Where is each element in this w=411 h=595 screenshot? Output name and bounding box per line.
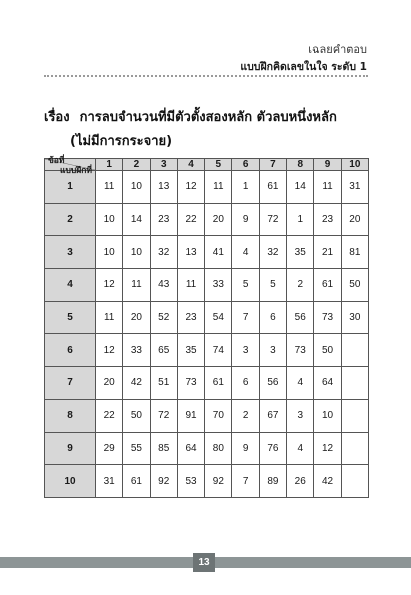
answer-cell: 11 [123,269,150,302]
answer-cell: 5 [232,269,259,302]
answer-cell: 72 [150,399,177,432]
answer-cell: 20 [205,203,232,236]
answer-cell: 76 [259,432,286,465]
answer-cell: 23 [177,301,204,334]
table-row [45,236,369,269]
column-header: 8 [287,159,314,171]
row-header: 4 [45,269,96,302]
topic-heading [44,106,337,127]
answer-cell: 12 [177,171,204,204]
answer-cell: 4 [287,367,314,400]
answer-cell: 61 [314,269,341,302]
answer-cell [341,432,368,465]
answer-cell: 11 [177,269,204,302]
answer-cell: 73 [287,334,314,367]
answer-cell: 4 [232,236,259,269]
answer-cell: 6 [259,301,286,334]
answer-cell: 89 [259,465,286,498]
dotted-divider [44,75,368,77]
corner-label-exercise: แบบฝึกที่ [60,165,92,175]
table-row [45,367,369,400]
answer-cell: 9 [232,432,259,465]
table-row [45,334,369,367]
answer-cell: 56 [259,367,286,400]
answer-cell: 11 [96,171,123,204]
answer-cell: 50 [314,334,341,367]
answer-cell: 20 [123,301,150,334]
answer-cell: 13 [177,236,204,269]
answer-cell: 4 [287,432,314,465]
answer-cell: 6 [232,367,259,400]
row-header: 10 [45,465,96,498]
header-row [45,159,369,171]
answer-cell: 81 [341,236,368,269]
answer-cell: 7 [232,465,259,498]
answer-cell: 80 [205,432,232,465]
answer-cell: 29 [96,432,123,465]
row-header: 7 [45,367,96,400]
column-header: 3 [150,159,177,171]
answer-cell: 23 [150,203,177,236]
table-body [45,171,369,498]
answer-cell: 20 [96,367,123,400]
answer-cell: 33 [123,334,150,367]
column-header: 5 [205,159,232,171]
answer-cell: 85 [150,432,177,465]
answer-cell: 26 [287,465,314,498]
answer-cell: 41 [205,236,232,269]
answer-cell: 92 [205,465,232,498]
answer-cell: 1 [232,171,259,204]
answer-cell: 14 [123,203,150,236]
answer-key-title: เฉลยคำตอบ [308,43,367,56]
answer-cell: 51 [150,367,177,400]
table-row [45,301,369,334]
table-row [45,171,369,204]
column-header: 2 [123,159,150,171]
answer-cell: 3 [259,334,286,367]
answer-cell: 74 [205,334,232,367]
answer-cell: 1 [287,203,314,236]
answer-cell: 42 [123,367,150,400]
answer-cell: 11 [205,171,232,204]
answer-cell: 50 [341,269,368,302]
answer-cell: 21 [314,236,341,269]
answer-cell [341,367,368,400]
answer-cell: 11 [96,301,123,334]
answer-cell: 22 [177,203,204,236]
answer-cell: 30 [341,301,368,334]
answer-cell: 11 [314,171,341,204]
column-header: 10 [341,159,368,171]
answer-cell: 10 [96,203,123,236]
answer-cell: 61 [123,465,150,498]
answer-cell: 12 [96,269,123,302]
answer-cell: 20 [341,203,368,236]
answer-cell: 72 [259,203,286,236]
answer-cell: 61 [259,171,286,204]
answer-cell: 22 [96,399,123,432]
answer-cell: 61 [205,367,232,400]
answer-cell: 10 [314,399,341,432]
answer-cell: 64 [314,367,341,400]
table-row [45,399,369,432]
answer-cell: 10 [123,171,150,204]
answer-cell: 67 [259,399,286,432]
corner-cell [45,155,96,175]
answer-cell: 33 [205,269,232,302]
answer-cell: 73 [314,301,341,334]
answer-cell: 7 [232,301,259,334]
answer-cell: 3 [287,399,314,432]
column-header: 7 [259,159,286,171]
topic-text: การลบจำนวนที่มีตัวตั้งสองหลัก ตัวลบหนึ่งหลัก [79,110,337,125]
answer-cell: 43 [150,269,177,302]
row-header: 1 [45,171,96,204]
column-header: 6 [232,159,259,171]
column-header: 9 [314,159,341,171]
answer-cell: 23 [314,203,341,236]
answer-cell: 65 [150,334,177,367]
answer-cell: 64 [177,432,204,465]
answer-cell: 54 [205,301,232,334]
answer-cell: 50 [123,399,150,432]
topic-subtext: (ไม่มีการกระจาย) [70,134,173,149]
answer-cell: 2 [287,269,314,302]
row-header: 9 [45,432,96,465]
table-row [45,269,369,302]
row-header: 5 [45,301,96,334]
answer-cell: 10 [96,236,123,269]
answer-cell [341,334,368,367]
column-header: 1 [96,159,123,171]
answer-cell: 73 [177,367,204,400]
answer-cell [341,399,368,432]
answer-cell: 12 [314,432,341,465]
row-header: 2 [45,203,96,236]
table-row [45,432,369,465]
answer-cell: 31 [96,465,123,498]
answer-cell: 35 [287,236,314,269]
answer-cell: 42 [314,465,341,498]
column-header: 4 [177,159,204,171]
topic-label: เรื่อง [44,110,70,125]
answer-cell: 52 [150,301,177,334]
answer-cell: 31 [341,171,368,204]
answer-cell: 14 [287,171,314,204]
answer-cell: 53 [177,465,204,498]
answer-cell: 10 [123,236,150,269]
answer-cell: 56 [287,301,314,334]
table-row [45,203,369,236]
table-row [45,465,369,498]
answer-cell: 35 [177,334,204,367]
answer-cell: 32 [259,236,286,269]
corner-label-item: ข้อที่ [48,155,65,165]
answer-table [44,155,369,498]
answer-cell: 12 [96,334,123,367]
answer-cell [341,465,368,498]
page-number: 13 [193,553,215,572]
answer-cell: 13 [150,171,177,204]
answer-cell: 70 [205,399,232,432]
book-subtitle: แบบฝึกคิดเลขในใจ ระดับ 1 [240,61,367,73]
row-header: 8 [45,399,96,432]
answer-cell: 55 [123,432,150,465]
answer-cell: 92 [150,465,177,498]
answer-cell: 91 [177,399,204,432]
answer-cell: 9 [232,203,259,236]
answer-cell: 3 [232,334,259,367]
row-header: 3 [45,236,96,269]
answer-cell: 32 [150,236,177,269]
row-header: 6 [45,334,96,367]
answer-cell: 2 [232,399,259,432]
answer-cell: 5 [259,269,286,302]
